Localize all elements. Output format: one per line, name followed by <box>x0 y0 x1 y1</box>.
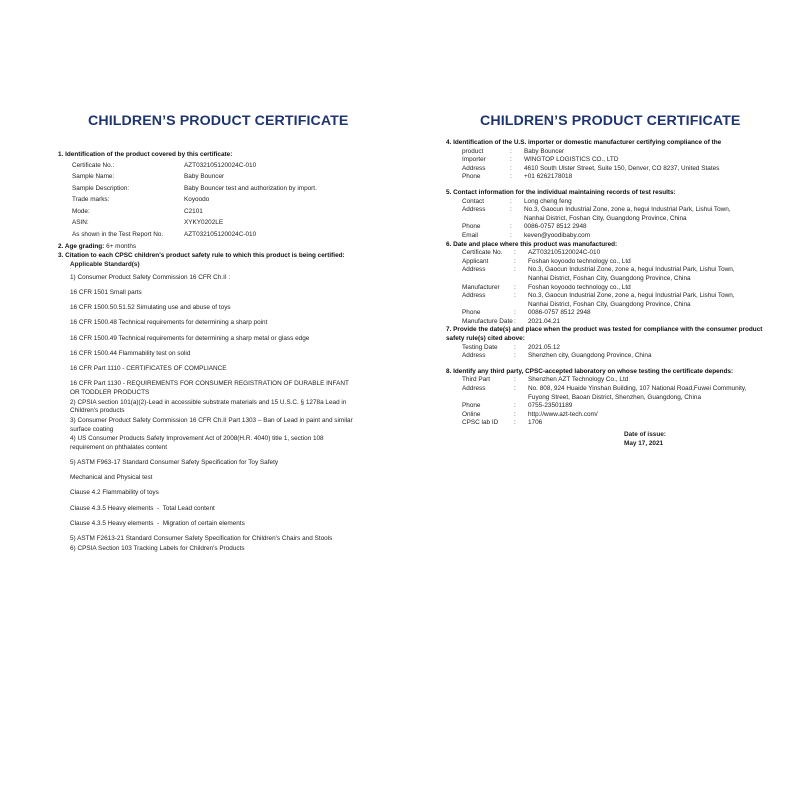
standard-item: Clause 4.2 Flammability of toys <box>70 489 159 497</box>
age-grading-value: 6+ months <box>106 243 137 251</box>
field-row <box>58 229 358 241</box>
standard-item: Mechanical and Physical test <box>70 474 153 482</box>
field-row <box>58 171 358 183</box>
date-of-issue-value: May 17, 2021 <box>624 439 664 447</box>
field-label: As shown in the Test Report No. <box>72 230 164 238</box>
field-row <box>446 318 766 327</box>
field-separator: : <box>514 343 516 351</box>
field-label: Address <box>462 206 486 214</box>
field-row <box>58 217 358 229</box>
field-value: 4610 South Ulster Street, Suite 150, Denver, CO 8237, United States <box>524 164 720 172</box>
standard-item: 16 CFR Part 1130 - REQUIREMENTS FOR CONSUMER REGISTRATION OF DURABLE INFANT OR TODDLER PRODUCTS <box>70 380 349 396</box>
field-value: Foshan koyoodo technology co., Ltd <box>528 257 631 265</box>
field-value: Shenzhen AZT Technology Co., Ltd <box>528 376 629 384</box>
applicable-standards-heading: Applicable Standard(s) <box>70 261 140 269</box>
field-row <box>446 148 766 157</box>
field-value: C2101 <box>184 207 203 215</box>
field-row <box>58 160 358 172</box>
standard-item: 3) Consumer Product Safety Commission 16 CFR Ch.II Part 1303 – Ban of Lead in paint and similar surface coating <box>70 416 353 433</box>
field-value: AZT032105120024C-010 <box>184 230 257 238</box>
page-title: CHILDREN’S PRODUCT CERTIFICATE <box>480 113 741 129</box>
field-value: 0755-23501189 <box>528 402 573 410</box>
field-row <box>446 249 766 258</box>
field-label: Manufacture Date <box>462 317 513 325</box>
field-row <box>446 165 766 174</box>
field-separator: : <box>514 249 516 257</box>
field-separator: : <box>510 231 512 239</box>
field-separator: : <box>514 419 516 427</box>
section-5-heading: 5. Contact information for the individual maintaining records of test results: <box>446 188 676 196</box>
field-separator: : <box>510 206 512 214</box>
section-6-heading: 6. Date and place where this product was manufactured: <box>446 240 618 248</box>
field-row <box>446 258 766 267</box>
field-value: No. 808, 924 Huaide Yinshan Building, 107 National Road,Fuwei Community, Fuyong Street, Baoan District, Shenzhen, Guangdong, China <box>528 385 747 401</box>
field-separator: : <box>510 147 512 155</box>
field-value: Foshan koyoodo technology co., Ltd <box>528 283 631 291</box>
field-label: Address <box>462 266 486 274</box>
field-row <box>58 206 358 218</box>
field-row <box>446 198 766 207</box>
field-value: 2021.04.21 <box>528 317 560 325</box>
field-separator: : <box>514 309 516 317</box>
field-label: Applicant <box>462 257 489 265</box>
field-separator: : <box>510 197 512 205</box>
standard-item: 6) CPSIA Section 103 Tracking Labels for Children's Products <box>70 544 245 552</box>
field-label: Importer <box>462 156 486 164</box>
field-value: 0086-0757 8512 2948 <box>528 309 591 317</box>
field-row <box>58 183 358 195</box>
standard-item: 2) CPSIA section 101(a)(2)-Lead in accessible substrate materials and 15 U.S.C. § 1278a Lead in Children's products <box>70 398 347 415</box>
field-label: Phone <box>462 402 481 410</box>
field-separator: : <box>514 410 516 418</box>
field-separator: : <box>510 173 512 181</box>
field-label: Online <box>462 410 481 418</box>
field-label: Manufacturer <box>462 283 500 291</box>
field-row <box>446 284 766 293</box>
field-label: Testing Date <box>462 343 498 351</box>
certificate-body <box>446 139 766 448</box>
field-row <box>446 223 766 232</box>
standard-item: 4) US Consumer Products Safety Improvement Act of 2008(H.R. 4040) title 1, section 108 requirement on phthalates content <box>70 435 324 451</box>
field-row <box>446 266 766 283</box>
field-row <box>446 352 766 361</box>
field-label: CPSC lab ID <box>462 419 499 427</box>
website-link[interactable]: http://www.azt-tech.com/ <box>528 410 598 418</box>
standard-item: 5) ASTM F963-17 Standard Consumer Safety Specification for Toy Safety <box>70 459 279 467</box>
field-label: Certificate No. <box>462 249 503 257</box>
product-identification-fields <box>58 160 358 241</box>
field-value: 2021.05.12 <box>528 343 560 351</box>
email-link[interactable]: keven@yoodibaby.com <box>524 231 591 239</box>
field-value: Koyoodo <box>184 196 210 204</box>
section-1-heading: 1. Identification of the product covered by this certificate: <box>58 151 233 158</box>
field-separator: : <box>510 164 512 172</box>
field-row <box>446 344 766 353</box>
section-8-heading: 8. Identify any third party, CPSC-accepted laboratory on whose testing the certificate depends: <box>446 367 734 375</box>
field-row <box>446 376 766 385</box>
field-row <box>446 402 766 411</box>
field-label: Sample Description: <box>72 184 130 192</box>
field-row <box>446 411 766 420</box>
field-separator: : <box>514 266 516 274</box>
field-separator: : <box>514 385 516 393</box>
page-title: CHILDREN’S PRODUCT CERTIFICATE <box>88 113 349 129</box>
field-label: Email <box>462 231 478 239</box>
field-value: Shenzhen city, Guangdong Province, China <box>528 352 652 360</box>
field-row <box>446 206 766 223</box>
field-label: product <box>462 147 484 155</box>
field-label: Contact <box>462 197 485 205</box>
field-label: Sample Name: <box>72 173 115 181</box>
field-label: Mode: <box>72 207 90 215</box>
standard-item: 1) Consumer Product Safety Commission 16 CFR Ch.II : <box>70 273 231 281</box>
field-separator: : <box>514 352 516 360</box>
field-label: Trade marks: <box>72 196 110 204</box>
field-value: Baby Bouncer <box>184 173 225 181</box>
standard-item: 16 CFR 1500.48 Technical requirements for determining a sharp point <box>70 319 268 327</box>
field-separator: : <box>514 376 516 384</box>
standard-item: 16 CFR 1500.50.51.52 Simulating use and abuse of toys <box>70 304 231 312</box>
date-of-issue-label: Date of issue: <box>624 431 666 438</box>
field-value: 1706 <box>528 419 543 427</box>
field-label: Address <box>462 352 486 360</box>
field-row <box>446 309 766 318</box>
standard-item: Clause 4.3.5 Heavy elements - Migration of certain elements <box>70 519 245 527</box>
field-label: Phone <box>462 223 481 231</box>
field-separator: : <box>510 156 512 164</box>
field-separator: : <box>510 223 512 231</box>
field-separator: : <box>514 283 516 291</box>
field-row <box>58 194 358 206</box>
field-value: AZT032105120024C-010 <box>184 161 257 169</box>
field-value: WINGTOP LOGISTICS CO., LTD <box>524 156 619 164</box>
field-row <box>446 419 766 428</box>
field-row <box>446 292 766 309</box>
standard-item: 16 CFR 1500.44 Flammability test on solid <box>70 349 191 357</box>
field-value: No.3, Gaocun Industrial Zone, zone a, hegui Industrial Park, Lishui Town, Nanhai District, Foshan City, Guangdong Province, China <box>528 266 735 282</box>
field-value: Baby Bouncer <box>524 147 565 155</box>
field-label: Certificate No.: <box>72 161 115 169</box>
field-separator: : <box>514 257 516 265</box>
field-label: ASIN: <box>72 219 89 227</box>
section-7-heading: 7. Provide the date(s) and place when the product was tested for compliance with the consumer product safety rule(s) cited above: <box>446 326 763 343</box>
field-separator: : <box>514 317 516 325</box>
field-label: Address <box>462 292 486 300</box>
field-value: No.3, Gaocun Industrial Zone, zone a, hegui Industrial Park, Lishui Town, Nanhai District, Foshan City, Guangdong Province, China <box>524 206 731 222</box>
field-value: AZT032105120024C-010 <box>528 249 601 257</box>
field-value: +01 6262178018 <box>524 173 573 181</box>
standard-item: Clause 4.3.5 Heavy elements - Total Lead content <box>70 504 215 512</box>
field-separator: : <box>514 292 516 300</box>
age-grading <box>58 243 358 252</box>
section-2-heading: 2. Age grading: <box>58 243 105 251</box>
certificate-body <box>58 151 358 560</box>
section-4-heading: 4. Identification of the U.S. importer or domestic manufacturer certifying compliance of the <box>446 139 722 146</box>
standard-item: 5) ASTM F2613-21 Standard Consumer Safety Specification for Children's Chairs and Stools <box>70 535 333 543</box>
field-row <box>446 385 766 402</box>
standard-item: 16 CFR 1500.49 Technical requirements for determining a sharp metal or glass edge <box>70 334 310 342</box>
standard-item: 16 CFR Part 1110 - CERTIFICATES OF COMPLIANCE <box>70 365 227 372</box>
standards-list <box>58 274 358 554</box>
section-3-heading: 3. Citation to each CPSC children's product safety rule to which this product is being certified: <box>58 251 345 259</box>
field-label: Address <box>462 385 486 393</box>
field-value: No.3, Gaocun Industrial Zone, zone a, hegui Industrial Park, Lishui Town, Nanhai District, Foshan City, Guangdong Province, China <box>528 292 735 308</box>
standard-item: 16 CFR 1501 Small parts <box>70 289 142 297</box>
field-row <box>446 232 766 241</box>
field-value: Baby Bouncer test and authorization by import. <box>184 184 317 192</box>
field-label: Phone <box>462 173 481 181</box>
field-separator: : <box>514 402 516 410</box>
field-label: Address <box>462 164 486 172</box>
field-value: Long cheng feng <box>524 197 572 205</box>
field-value: 0086-0757 8512 2948 <box>524 223 587 231</box>
field-label: Phone <box>462 309 481 317</box>
field-row <box>446 156 766 165</box>
field-value: XYKY0202LE <box>184 219 224 227</box>
field-label: Third Part <box>462 376 491 384</box>
field-row <box>446 173 766 182</box>
